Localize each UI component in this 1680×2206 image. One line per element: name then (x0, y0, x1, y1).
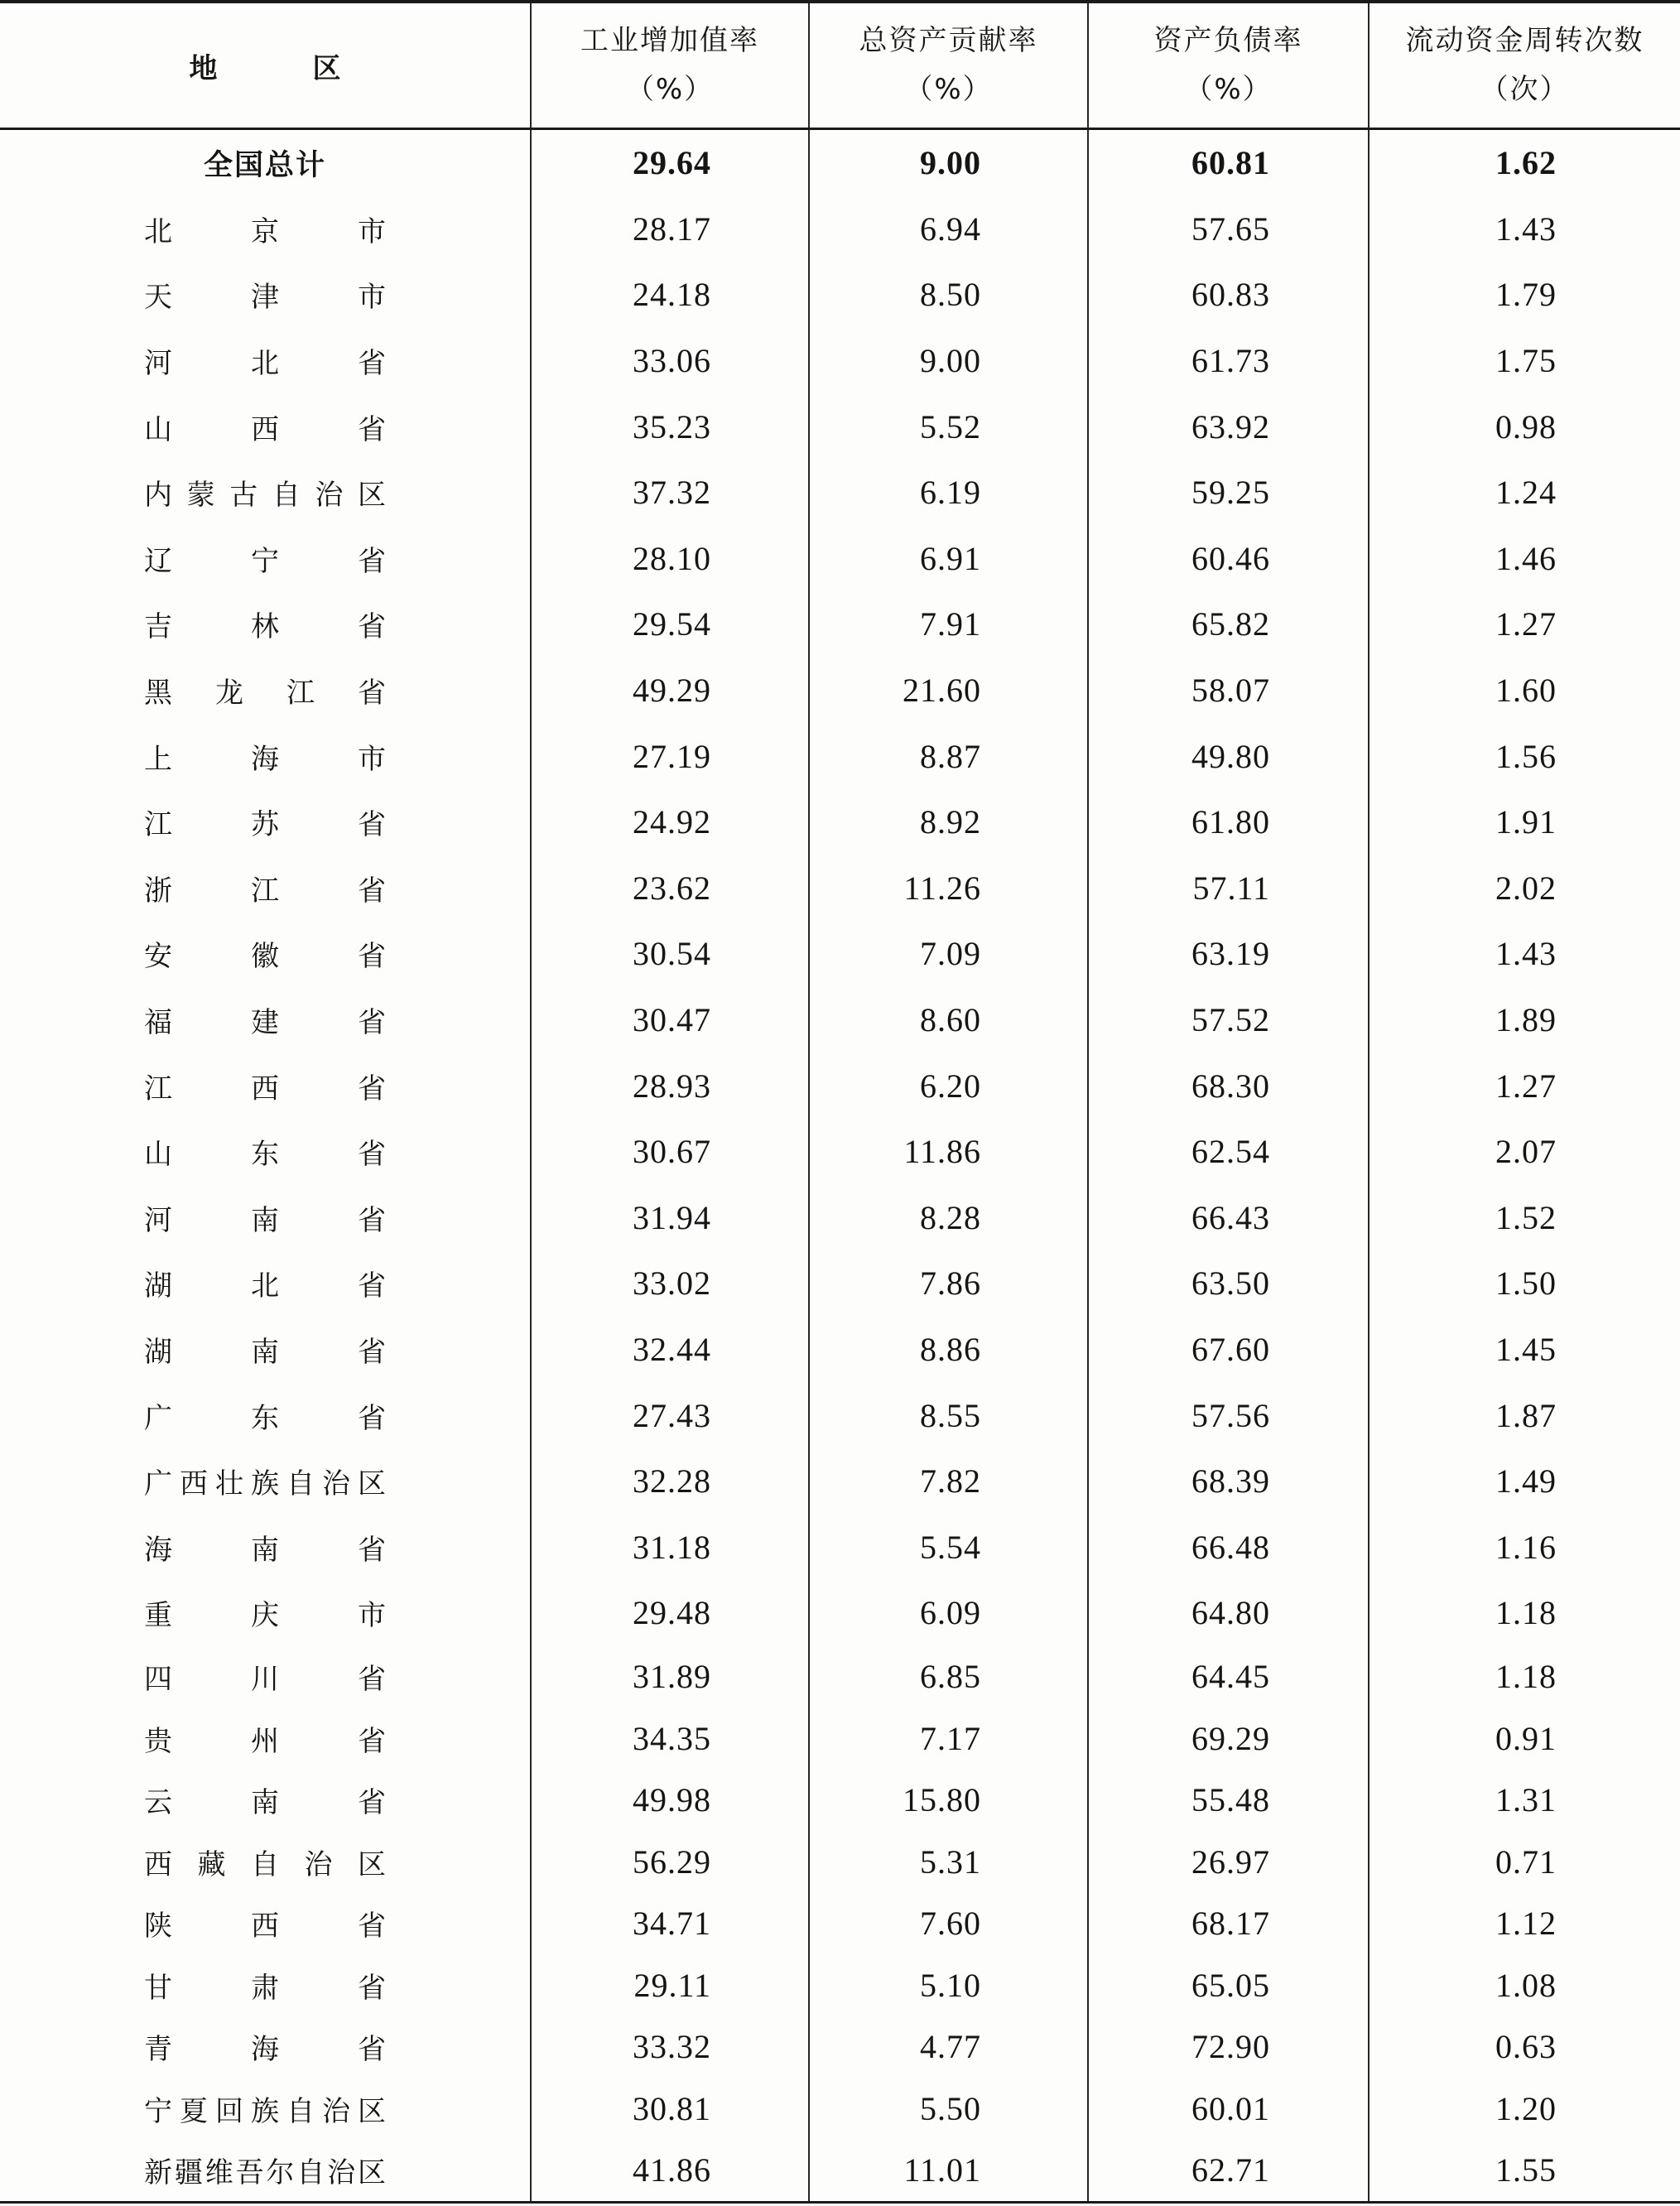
working-capital-turnover-cell: 1.24 (1368, 460, 1680, 526)
table-row (0, 1831, 1680, 1893)
region-cell (0, 1893, 530, 1955)
asset-contribution-rate-cell: 8.87 (808, 723, 1087, 789)
region-cell (0, 723, 530, 789)
debt-to-asset-ratio-cell: 60.46 (1087, 526, 1368, 592)
debt-to-asset-ratio-cell: 64.80 (1087, 1580, 1368, 1646)
debt-to-asset-ratio-cell: 61.80 (1087, 789, 1368, 855)
debt-to-asset-ratio-cell: 60.81 (1087, 130, 1368, 196)
region-cell (0, 1514, 530, 1580)
working-capital-turnover-cell: 1.27 (1368, 1052, 1680, 1119)
asset-contribution-rate-cell: 7.09 (808, 921, 1087, 987)
region-name: 上海市 (144, 742, 386, 776)
region-cell (0, 1185, 530, 1251)
region-name: 全国总计 (203, 148, 326, 182)
asset-contribution-rate-cell: 5.31 (808, 1831, 1087, 1893)
debt-to-asset-ratio-cell: 58.07 (1087, 657, 1368, 724)
working-capital-turnover-cell: 1.62 (1368, 130, 1680, 196)
working-capital-turnover-cell: 1.31 (1368, 1770, 1680, 1832)
value-added-rate-cell: 28.10 (530, 526, 808, 592)
value-added-rate-cell: 24.18 (530, 262, 808, 328)
region-cell (0, 526, 530, 592)
region-cell (0, 855, 530, 922)
debt-to-asset-ratio-cell: 57.65 (1087, 196, 1368, 263)
header-label: 工业增加值率 (580, 24, 759, 57)
debt-to-asset-ratio-cell: 65.82 (1087, 591, 1368, 657)
region-cell (0, 1770, 530, 1832)
working-capital-turnover-cell: 1.50 (1368, 1250, 1680, 1317)
working-capital-turnover-cell: 1.45 (1368, 1317, 1680, 1383)
asset-contribution-rate-cell: 7.82 (808, 1448, 1087, 1515)
asset-contribution-rate-cell: 6.94 (808, 196, 1087, 263)
table-row-total (0, 130, 1680, 196)
header-unit: （次） (1480, 73, 1570, 106)
table-row (0, 1250, 1680, 1317)
debt-to-asset-ratio-cell: 67.60 (1087, 1317, 1368, 1383)
table-row (0, 328, 1680, 394)
table-row (0, 1052, 1680, 1119)
working-capital-turnover-cell: 1.43 (1368, 196, 1680, 263)
header-unit: （%） (1184, 73, 1273, 106)
region-name: 河南省 (144, 1203, 386, 1237)
region-name: 重庆市 (144, 1599, 386, 1633)
table-row (0, 526, 1680, 592)
region-cell (0, 130, 530, 196)
debt-to-asset-ratio-cell: 49.80 (1087, 723, 1368, 789)
asset-contribution-rate-cell: 7.86 (808, 1250, 1087, 1317)
working-capital-turnover-cell: 1.56 (1368, 723, 1680, 789)
asset-contribution-rate-cell: 15.80 (808, 1770, 1087, 1832)
asset-contribution-rate-cell: 8.92 (808, 789, 1087, 855)
table-row (0, 1954, 1680, 2016)
debt-to-asset-ratio-cell: 57.52 (1087, 987, 1368, 1053)
table-row (0, 1382, 1680, 1448)
region-cell (0, 591, 530, 657)
value-added-rate-cell: 31.18 (530, 1514, 808, 1580)
value-added-rate-cell: 49.98 (530, 1770, 808, 1832)
debt-to-asset-ratio-cell: 57.11 (1087, 855, 1368, 922)
working-capital-turnover-cell: 1.08 (1368, 1954, 1680, 2016)
value-added-rate-cell: 30.54 (530, 921, 808, 987)
region-name: 宁夏回族自治区 (144, 2094, 386, 2128)
region-cell (0, 1119, 530, 1185)
value-added-rate-cell: 34.35 (530, 1707, 808, 1770)
region-cell (0, 1707, 530, 1770)
header-region-label: 地区 (189, 51, 341, 85)
value-added-rate-cell: 35.23 (530, 393, 808, 460)
asset-contribution-rate-cell: 9.00 (808, 130, 1087, 196)
region-cell (0, 789, 530, 855)
debt-to-asset-ratio-cell: 26.97 (1087, 1831, 1368, 1893)
region-name: 云南省 (144, 1786, 386, 1820)
working-capital-turnover-cell: 1.18 (1368, 1580, 1680, 1646)
debt-to-asset-ratio-cell: 65.05 (1087, 1954, 1368, 2016)
region-cell (0, 196, 530, 263)
working-capital-turnover-cell: 1.27 (1368, 591, 1680, 657)
region-name: 四川省 (144, 1663, 386, 1697)
asset-contribution-rate-cell: 6.91 (808, 526, 1087, 592)
value-added-rate-cell: 28.93 (530, 1052, 808, 1119)
table-row (0, 1119, 1680, 1185)
asset-contribution-rate-cell: 7.91 (808, 591, 1087, 657)
region-cell (0, 1317, 530, 1383)
value-added-rate-cell: 30.47 (530, 987, 808, 1053)
asset-contribution-rate-cell: 6.19 (808, 460, 1087, 526)
header-unit: （%） (625, 73, 715, 106)
table-row (0, 1707, 1680, 1770)
region-cell (0, 1831, 530, 1893)
region-name: 江西省 (144, 1072, 386, 1105)
value-added-rate-cell: 41.86 (530, 2140, 808, 2202)
debt-to-asset-ratio-cell: 68.30 (1087, 1052, 1368, 1119)
debt-to-asset-ratio-cell: 62.71 (1087, 2140, 1368, 2202)
working-capital-turnover-cell: 1.52 (1368, 1185, 1680, 1251)
region-name: 广西壮族自治区 (144, 1467, 386, 1501)
debt-to-asset-ratio-cell: 63.50 (1087, 1250, 1368, 1317)
region-name: 山东省 (144, 1138, 386, 1172)
debt-to-asset-ratio-cell: 63.19 (1087, 921, 1368, 987)
value-added-rate-cell: 27.43 (530, 1382, 808, 1448)
region-name: 江苏省 (144, 808, 386, 842)
region-name: 内蒙古自治区 (144, 479, 386, 513)
working-capital-turnover-cell: 1.91 (1368, 789, 1680, 855)
table-row (0, 657, 1680, 724)
header-label: 资产负债率 (1153, 24, 1303, 57)
region-name: 浙江省 (144, 874, 386, 908)
working-capital-turnover-cell: 1.75 (1368, 328, 1680, 394)
value-added-rate-cell: 49.29 (530, 657, 808, 724)
asset-contribution-rate-cell: 8.28 (808, 1185, 1087, 1251)
region-cell (0, 1250, 530, 1317)
asset-contribution-rate-cell: 11.86 (808, 1119, 1087, 1185)
region-name: 天津市 (144, 281, 386, 315)
region-name: 辽宁省 (144, 544, 386, 578)
table-row (0, 1770, 1680, 1832)
region-name: 安徽省 (144, 940, 386, 974)
region-name: 广东省 (144, 1401, 386, 1435)
table-row (0, 2078, 1680, 2140)
region-cell (0, 657, 530, 724)
debt-to-asset-ratio-cell: 69.29 (1087, 1707, 1368, 1770)
header-asset-contribution-rate (808, 3, 1087, 128)
region-name: 甘肃省 (144, 1971, 386, 2005)
debt-to-asset-ratio-cell: 57.56 (1087, 1382, 1368, 1448)
table-row (0, 1580, 1680, 1646)
header-working-capital-turnover (1368, 3, 1680, 128)
value-added-rate-cell: 56.29 (530, 1831, 808, 1893)
region-name: 陕西省 (144, 1910, 386, 1943)
debt-to-asset-ratio-cell: 60.83 (1087, 262, 1368, 328)
asset-contribution-rate-cell: 21.60 (808, 657, 1087, 724)
region-cell (0, 2078, 530, 2140)
value-added-rate-cell: 28.17 (530, 196, 808, 263)
asset-contribution-rate-cell: 5.10 (808, 1954, 1087, 2016)
debt-to-asset-ratio-cell: 60.01 (1087, 2078, 1368, 2140)
working-capital-turnover-cell: 1.46 (1368, 526, 1680, 592)
asset-contribution-rate-cell: 6.20 (808, 1052, 1087, 1119)
working-capital-turnover-cell: 0.63 (1368, 2016, 1680, 2078)
region-name: 河北省 (144, 347, 386, 381)
region-name: 湖北省 (144, 1269, 386, 1303)
debt-to-asset-ratio-cell: 66.43 (1087, 1185, 1368, 1251)
value-added-rate-cell: 30.81 (530, 2078, 808, 2140)
value-added-rate-cell: 34.71 (530, 1893, 808, 1955)
header-label: 流动资金周转次数 (1405, 24, 1644, 57)
table-row (0, 591, 1680, 657)
region-cell (0, 987, 530, 1053)
working-capital-turnover-cell: 1.89 (1368, 987, 1680, 1053)
asset-contribution-rate-cell: 7.60 (808, 1893, 1087, 1955)
working-capital-turnover-cell: 1.20 (1368, 2078, 1680, 2140)
working-capital-turnover-cell: 1.43 (1368, 921, 1680, 987)
table-row (0, 262, 1680, 328)
table-row (0, 1317, 1680, 1383)
region-name: 福建省 (144, 1006, 386, 1040)
value-added-rate-cell: 29.54 (530, 591, 808, 657)
region-name: 青海省 (144, 2033, 386, 2067)
region-cell (0, 921, 530, 987)
table-row (0, 1185, 1680, 1251)
asset-contribution-rate-cell: 8.50 (808, 262, 1087, 328)
asset-contribution-rate-cell: 9.00 (808, 328, 1087, 394)
value-added-rate-cell: 37.32 (530, 460, 808, 526)
value-added-rate-cell: 33.32 (530, 2016, 808, 2078)
working-capital-turnover-cell: 1.49 (1368, 1448, 1680, 1515)
asset-contribution-rate-cell: 5.54 (808, 1514, 1087, 1580)
asset-contribution-rate-cell: 6.09 (808, 1580, 1087, 1646)
header-region-cell (0, 3, 530, 128)
region-cell (0, 1646, 530, 1708)
region-name: 湖南省 (144, 1335, 386, 1369)
region-name: 吉林省 (144, 610, 386, 644)
debt-to-asset-ratio-cell: 55.48 (1087, 1770, 1368, 1832)
region-name: 北京市 (144, 214, 386, 248)
table-row (0, 723, 1680, 789)
value-added-rate-cell: 32.28 (530, 1448, 808, 1515)
asset-contribution-rate-cell: 6.85 (808, 1646, 1087, 1708)
value-added-rate-cell: 31.94 (530, 1185, 808, 1251)
region-name: 海南省 (144, 1533, 386, 1567)
working-capital-turnover-cell: 1.60 (1368, 657, 1680, 724)
value-added-rate-cell: 32.44 (530, 1317, 808, 1383)
table-header (0, 3, 1680, 130)
debt-to-asset-ratio-cell: 62.54 (1087, 1119, 1368, 1185)
region-cell (0, 2140, 530, 2202)
region-name: 山西省 (144, 412, 386, 446)
working-capital-turnover-cell: 1.79 (1368, 262, 1680, 328)
asset-contribution-rate-cell: 7.17 (808, 1707, 1087, 1770)
table-row (0, 393, 1680, 460)
region-cell (0, 393, 530, 460)
working-capital-turnover-cell: 1.16 (1368, 1514, 1680, 1580)
value-added-rate-cell: 29.11 (530, 1954, 808, 2016)
working-capital-turnover-cell: 0.71 (1368, 1831, 1680, 1893)
region-name: 西藏自治区 (144, 1847, 386, 1881)
region-cell (0, 328, 530, 394)
value-added-rate-cell: 23.62 (530, 855, 808, 922)
debt-to-asset-ratio-cell: 68.17 (1087, 1893, 1368, 1955)
debt-to-asset-ratio-cell: 64.45 (1087, 1646, 1368, 1708)
value-added-rate-cell: 24.92 (530, 789, 808, 855)
table-row (0, 855, 1680, 922)
debt-to-asset-ratio-cell: 66.48 (1087, 1514, 1368, 1580)
asset-contribution-rate-cell: 8.60 (808, 987, 1087, 1053)
asset-contribution-rate-cell: 8.55 (808, 1382, 1087, 1448)
region-cell (0, 460, 530, 526)
value-added-rate-cell: 33.06 (530, 328, 808, 394)
debt-to-asset-ratio-cell: 68.39 (1087, 1448, 1368, 1515)
asset-contribution-rate-cell: 11.01 (808, 2140, 1087, 2202)
table-row (0, 1514, 1680, 1580)
region-cell (0, 1382, 530, 1448)
header-debt-to-asset-ratio (1087, 3, 1368, 128)
working-capital-turnover-cell: 0.98 (1368, 393, 1680, 460)
table-row (0, 921, 1680, 987)
asset-contribution-rate-cell: 11.26 (808, 855, 1087, 922)
working-capital-turnover-cell: 2.07 (1368, 1119, 1680, 1185)
table-row (0, 1448, 1680, 1515)
region-cell (0, 1954, 530, 2016)
region-cell (0, 2016, 530, 2078)
asset-contribution-rate-cell: 8.86 (808, 1317, 1087, 1383)
asset-contribution-rate-cell: 5.50 (808, 2078, 1087, 2140)
debt-to-asset-ratio-cell: 61.73 (1087, 328, 1368, 394)
working-capital-turnover-cell: 0.91 (1368, 1707, 1680, 1770)
table-row (0, 196, 1680, 263)
asset-contribution-rate-cell: 5.52 (808, 393, 1087, 460)
debt-to-asset-ratio-cell: 59.25 (1087, 460, 1368, 526)
table-row (0, 987, 1680, 1053)
table-row (0, 1646, 1680, 1708)
working-capital-turnover-cell: 1.87 (1368, 1382, 1680, 1448)
table-row (0, 1893, 1680, 1955)
region-name: 贵州省 (144, 1724, 386, 1758)
header-label: 总资产贡献率 (859, 24, 1038, 57)
value-added-rate-cell: 31.89 (530, 1646, 808, 1708)
working-capital-turnover-cell: 1.12 (1368, 1893, 1680, 1955)
debt-to-asset-ratio-cell: 72.90 (1087, 2016, 1368, 2078)
region-name: 黑龙江省 (144, 677, 386, 710)
region-cell (0, 262, 530, 328)
value-added-rate-cell: 27.19 (530, 723, 808, 789)
working-capital-turnover-cell: 1.18 (1368, 1646, 1680, 1708)
table-row (0, 460, 1680, 526)
value-added-rate-cell: 29.48 (530, 1580, 808, 1646)
working-capital-turnover-cell: 2.02 (1368, 855, 1680, 922)
region-name: 新疆维吾尔自治区 (144, 2156, 386, 2190)
table-row (0, 2016, 1680, 2078)
value-added-rate-cell: 29.64 (530, 130, 808, 196)
table-row (0, 2140, 1680, 2204)
asset-contribution-rate-cell: 4.77 (808, 2016, 1087, 2078)
region-cell (0, 1052, 530, 1119)
header-unit: （%） (904, 73, 993, 106)
working-capital-turnover-cell: 1.55 (1368, 2140, 1680, 2202)
value-added-rate-cell: 33.02 (530, 1250, 808, 1317)
table-row (0, 789, 1680, 855)
region-cell (0, 1580, 530, 1646)
header-value-added-rate (530, 3, 808, 128)
value-added-rate-cell: 30.67 (530, 1119, 808, 1185)
region-cell (0, 1448, 530, 1515)
debt-to-asset-ratio-cell: 63.92 (1087, 393, 1368, 460)
